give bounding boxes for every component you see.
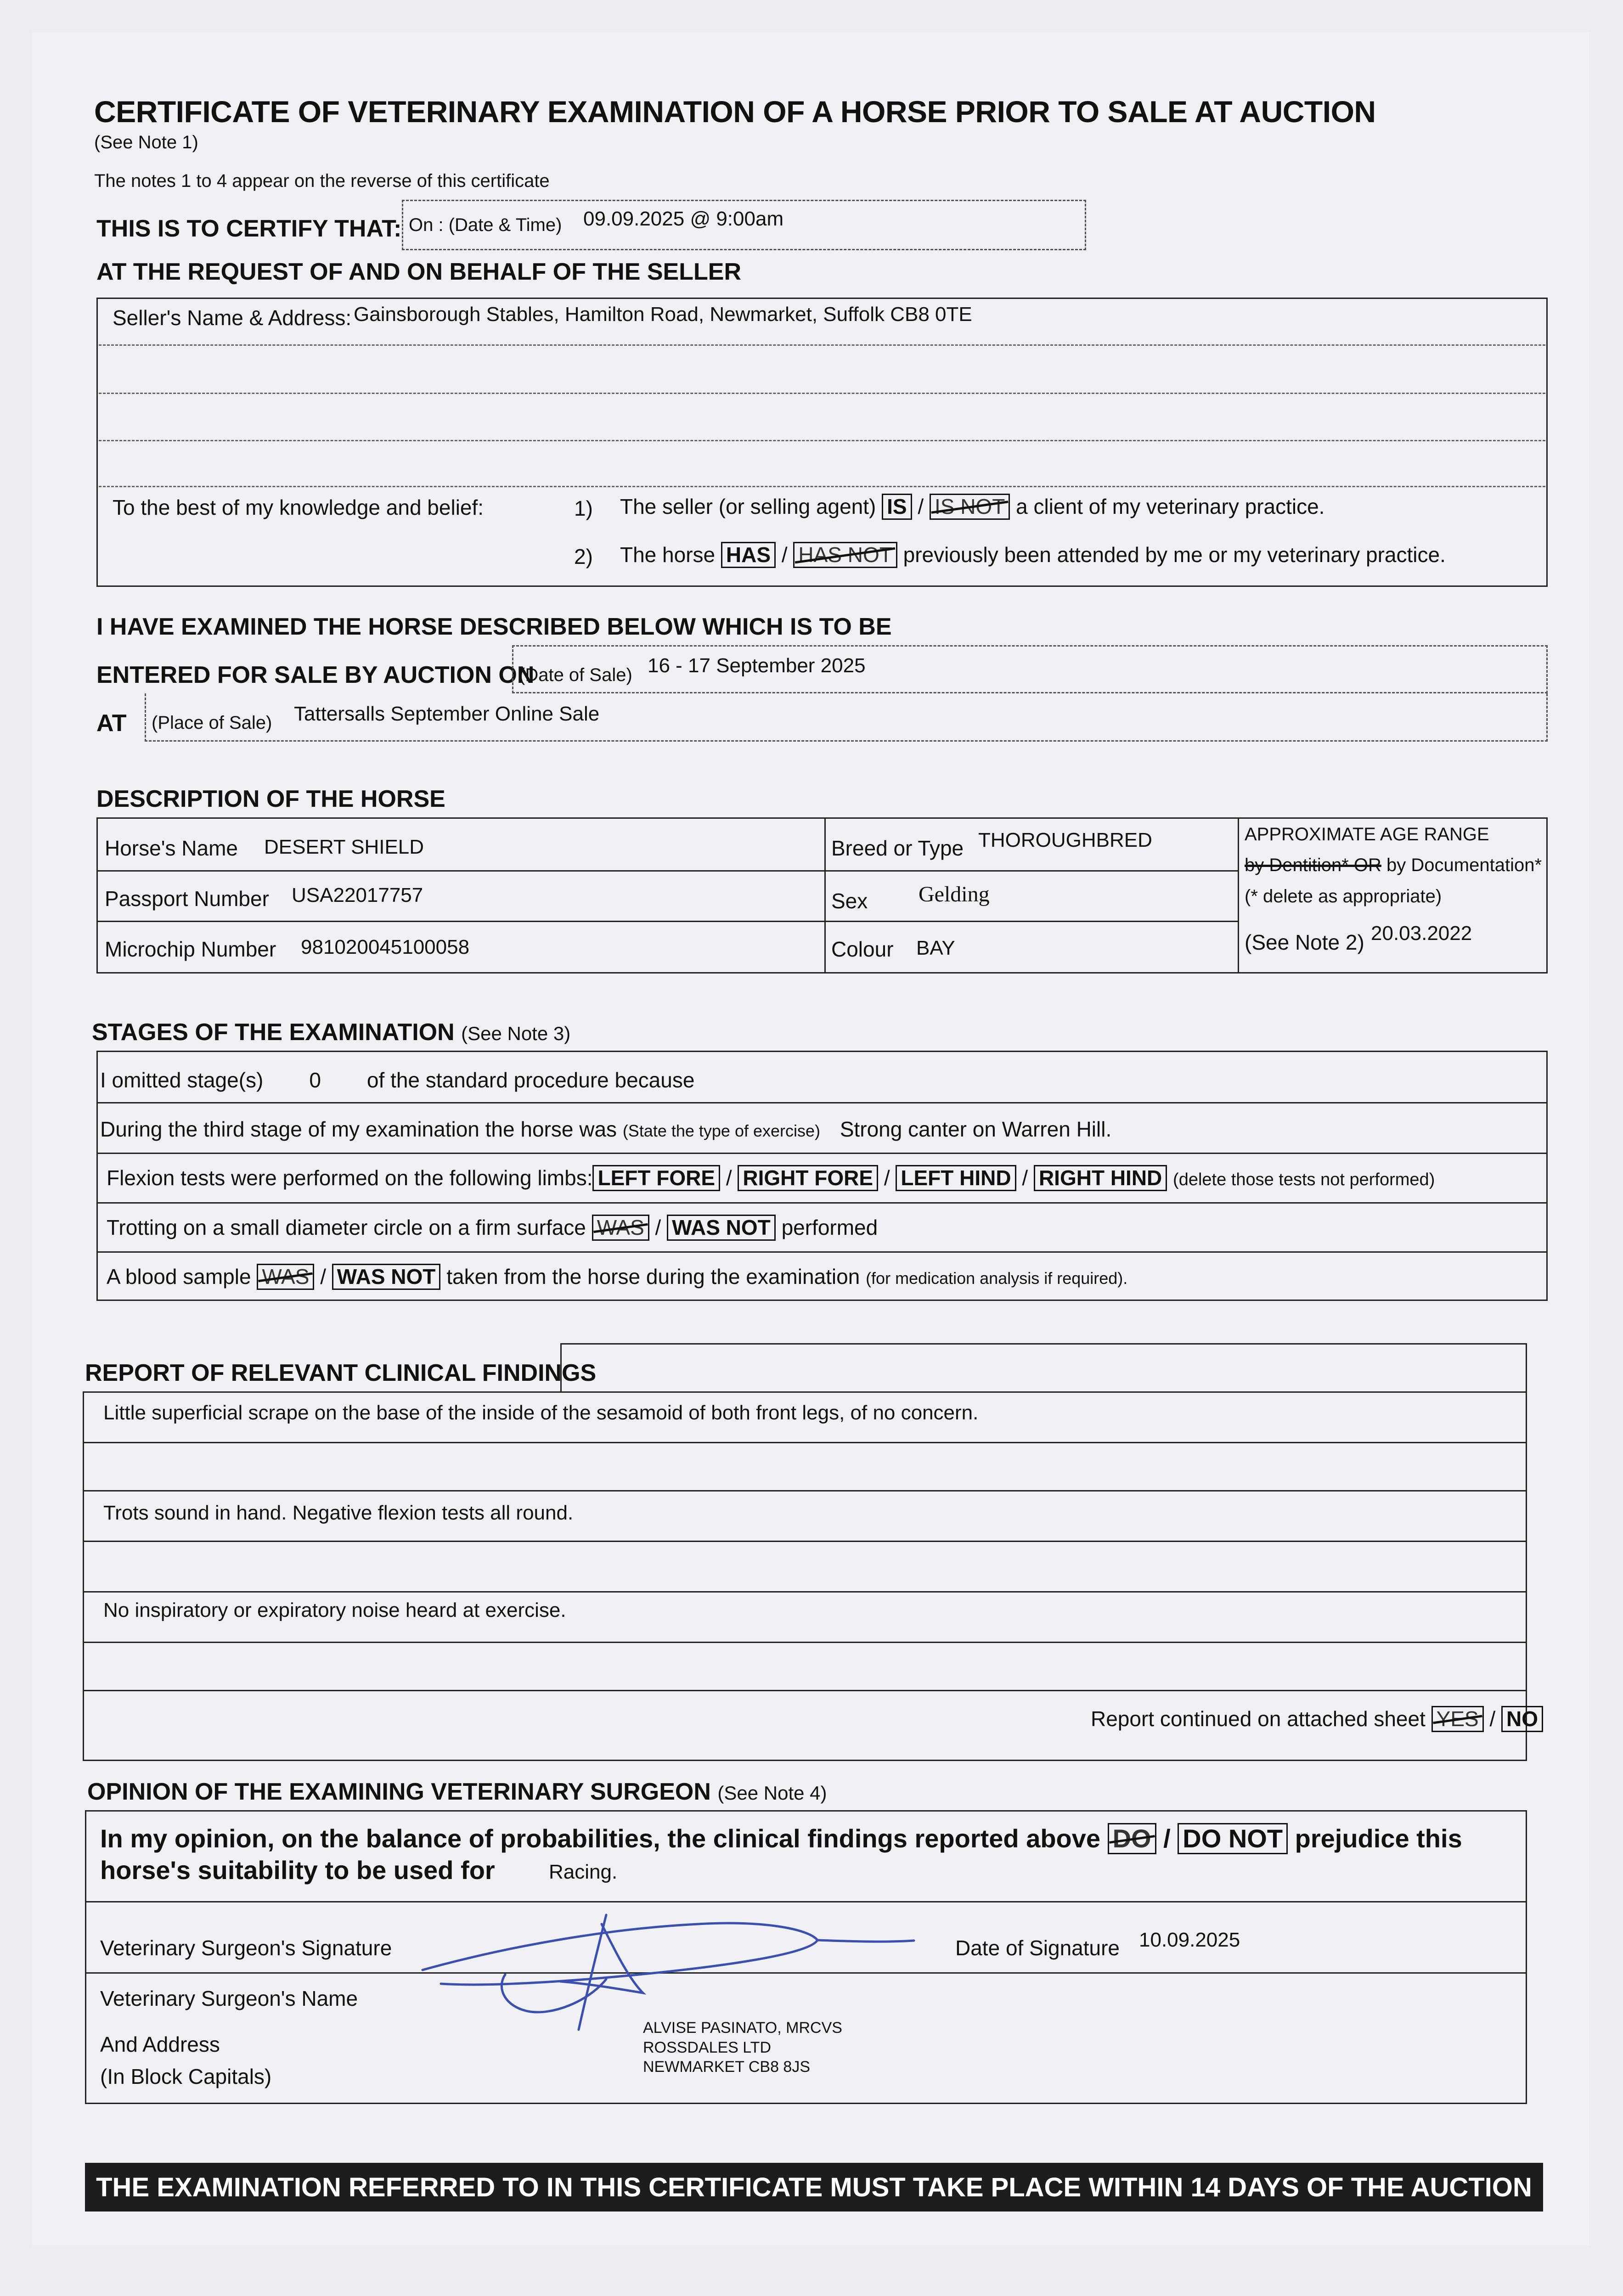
description-row-divider-2	[96, 921, 1238, 922]
passport-label: Passport Number	[105, 887, 269, 911]
stages-row-divider-4	[96, 1251, 1548, 1253]
flexion-pre: Flexion tests were performed on the following limbs:	[107, 1166, 593, 1190]
exam-date-label: On : (Date & Time)	[409, 215, 562, 235]
certify-heading: THIS IS TO CERTIFY THAT:	[96, 215, 402, 242]
trot-was-struck: WAS	[592, 1215, 649, 1241]
microchip-value: 981020045100058	[301, 936, 470, 958]
statement-1-post: a client of my veterinary practice.	[1016, 495, 1325, 518]
continued-yes-struck: YES	[1431, 1706, 1484, 1732]
breed-value: THOROUGHBRED	[978, 829, 1152, 851]
third-stage-row	[100, 1117, 1111, 1142]
breed-label: Breed or Type	[831, 836, 964, 860]
option-has: HAS	[721, 542, 776, 568]
continued-sep: /	[1489, 1707, 1496, 1731]
signature-date-label: Date of Signature	[955, 1936, 1120, 1960]
description-col-divider-1	[824, 817, 826, 974]
vet-stamp-name: ALVISE PASINATO, MRCVS	[643, 2019, 842, 2037]
see-note-1: (See Note 1)	[94, 132, 198, 152]
examined-heading: I HAVE EXAMINED THE HORSE DESCRIBED BELOW WHICH IS TO BE	[96, 613, 892, 640]
report-line-4	[83, 1591, 1527, 1593]
opinion-statement	[100, 1823, 1462, 1854]
limb-right-fore: RIGHT FORE	[738, 1165, 878, 1191]
description-col-divider-2	[1238, 817, 1239, 974]
opinion-text-3: horse's suitability to be used for	[100, 1856, 495, 1885]
blood-was-not: WAS NOT	[332, 1264, 441, 1290]
statement-2-number: 2)	[574, 545, 593, 568]
stages-heading-text: STAGES OF THE EXAMINATION	[92, 1019, 455, 1046]
seller-line-4	[99, 486, 1545, 487]
horse-name-label: Horse's Name	[105, 836, 238, 860]
opinion-heading	[87, 1778, 827, 1806]
opinion-do-struck: DO	[1108, 1823, 1156, 1854]
age-documentation: by Documentation*	[1386, 855, 1542, 875]
blood-sep: /	[320, 1265, 326, 1289]
third-stage-value: Strong canter on Warren Hill.	[840, 1117, 1112, 1141]
seller-label: Seller's Name & Address:	[113, 306, 352, 330]
statement-1-number: 1)	[574, 496, 593, 520]
blood-post: taken from the horse during the examination	[446, 1265, 860, 1289]
sale-place-value: Tattersalls September Online Sale	[294, 703, 600, 725]
option-has-not-struck: HAS NOT	[793, 542, 897, 568]
statement-2	[620, 542, 1446, 568]
opinion-use-value: Racing.	[549, 1861, 618, 1883]
statement-1-pre: The seller (or selling agent)	[620, 495, 876, 518]
flexion-sep-3: /	[1022, 1166, 1028, 1190]
third-stage-note: (State the type of exercise)	[622, 1121, 821, 1140]
age-method	[1245, 855, 1542, 876]
vet-stamp-company: ROSSDALES LTD	[643, 2038, 772, 2056]
stages-heading-note: (See Note 3)	[461, 1023, 571, 1044]
trot-post: performed	[781, 1216, 878, 1239]
report-line-1	[83, 1442, 1527, 1443]
notes-line: The notes 1 to 4 appear on the reverse of this certificate	[94, 171, 550, 191]
signature-date-value: 10.09.2025	[1139, 1929, 1240, 1951]
continued-no: NO	[1501, 1706, 1543, 1732]
report-finding-3: No inspiratory or expiratory noise heard at exercise.	[103, 1599, 566, 1621]
stages-row-divider-2	[96, 1153, 1548, 1154]
seller-line-1	[99, 344, 1545, 346]
omitted-stages-row	[100, 1068, 694, 1092]
option-is: IS	[882, 494, 912, 520]
option-is-not-struck: IS NOT	[930, 494, 1010, 520]
omitted-pre: I omitted stage(s)	[100, 1068, 264, 1092]
age-delete-note: (* delete as appropriate)	[1245, 886, 1442, 906]
opinion-do-not: DO NOT	[1178, 1823, 1288, 1854]
vet-caps-label: (In Block Capitals)	[100, 2065, 272, 2088]
trot-pre: Trotting on a small diameter circle on a firm surface	[107, 1216, 586, 1239]
report-line-5	[83, 1642, 1527, 1643]
report-line-2	[83, 1490, 1527, 1491]
omitted-post: of the standard procedure because	[366, 1068, 695, 1092]
trot-sep: /	[655, 1216, 661, 1239]
sale-date-label: (Date of Sale)	[519, 665, 632, 685]
trot-row	[107, 1215, 878, 1241]
blood-row	[107, 1264, 1127, 1290]
stages-row-divider-1	[96, 1102, 1548, 1103]
statement-1-separator: /	[918, 495, 924, 518]
report-finding-2: Trots sound in hand. Negative flexion tests all round.	[103, 1502, 574, 1524]
sale-date-value: 16 - 17 September 2025	[648, 654, 866, 677]
age-range-heading: APPROXIMATE AGE RANGE	[1245, 824, 1489, 844]
limb-left-fore: LEFT FORE	[592, 1165, 720, 1191]
opinion-heading-note: (See Note 4)	[717, 1782, 827, 1804]
statement-2-separator: /	[781, 543, 788, 567]
opinion-heading-text: OPINION OF THE EXAMINING VETERINARY SURGEON	[87, 1778, 711, 1805]
description-row-divider-1	[96, 870, 1238, 872]
certificate-title: CERTIFICATE OF VETERINARY EXAMINATION OF A HORSE PRIOR TO SALE AT AUCTION	[94, 95, 1376, 129]
opinion-sep: /	[1163, 1824, 1171, 1853]
colour-value: BAY	[916, 937, 955, 959]
passport-value: USA22017757	[292, 884, 423, 906]
age-see-note: (See Note 2)	[1245, 930, 1364, 954]
opinion-text-1: In my opinion, on the balance of probabilities, the clinical findings reported above	[100, 1824, 1101, 1853]
vet-address-label: And Address	[100, 2032, 220, 2056]
flexion-note: (delete those tests not performed)	[1173, 1170, 1435, 1189]
request-heading: AT THE REQUEST OF AND ON BEHALF OF THE SELLER	[96, 259, 741, 285]
statement-2-pre: The horse	[620, 543, 716, 567]
entered-heading: ENTERED FOR SALE BY AUCTION ON	[96, 662, 535, 688]
blood-note: (for medication analysis if required).	[866, 1269, 1128, 1288]
flexion-row	[107, 1165, 1435, 1191]
limb-left-hind: LEFT HIND	[896, 1165, 1016, 1191]
report-continued-label: Report continued on attached sheet	[1091, 1707, 1426, 1731]
sale-place-label: (Place of Sale)	[152, 713, 272, 733]
report-line-6	[83, 1690, 1527, 1691]
stages-row-divider-3	[96, 1202, 1548, 1204]
limb-right-hind: RIGHT HIND	[1034, 1165, 1167, 1191]
description-heading: DESCRIPTION OF THE HORSE	[96, 786, 445, 812]
exam-date-value: 09.09.2025 @ 9:00am	[583, 208, 784, 230]
sex-value: Gelding	[919, 882, 990, 906]
at-heading: AT	[96, 710, 127, 737]
omitted-value: 0	[309, 1068, 321, 1092]
vet-stamp	[643, 2018, 842, 2077]
trot-was-not: WAS NOT	[667, 1215, 776, 1241]
signature-label: Veterinary Surgeon's Signature	[100, 1936, 392, 1960]
belief-label: To the best of my knowledge and belief:	[113, 495, 484, 519]
colour-label: Colour	[831, 937, 894, 961]
age-dentition-struck: by Dentition* OR	[1245, 855, 1381, 875]
microchip-label: Microchip Number	[105, 937, 276, 961]
age-value: 20.03.2022	[1371, 922, 1472, 945]
seller-value: Gainsborough Stables, Hamilton Road, Newmarket, Suffolk CB8 0TE	[354, 303, 972, 326]
report-finding-1: Little superficial scrape on the base of the inside of the sesamoid of both front legs, of no concern.	[103, 1401, 979, 1424]
flexion-sep-2: /	[884, 1166, 890, 1190]
stages-heading	[92, 1019, 570, 1046]
seller-line-3	[99, 440, 1545, 441]
footer-banner: THE EXAMINATION REFERRED TO IN THIS CERTIFICATE MUST TAKE PLACE WITHIN 14 DAYS OF THE AUCTION	[85, 2163, 1543, 2212]
opinion-text-2: prejudice this	[1295, 1824, 1462, 1853]
third-stage-pre: During the third stage of my examination the horse was	[100, 1117, 617, 1141]
report-heading-box	[560, 1343, 1527, 1393]
horse-name-value: DESERT SHIELD	[264, 836, 424, 858]
blood-was-struck: WAS	[257, 1264, 314, 1290]
vet-stamp-address: NEWMARKET CB8 8JS	[643, 2058, 811, 2076]
statement-2-post: previously been attended by me or my veterinary practice.	[903, 543, 1446, 567]
sex-label: Sex	[831, 889, 868, 913]
blood-pre: A blood sample	[107, 1265, 251, 1289]
flexion-sep-1: /	[726, 1166, 732, 1190]
vet-name-label: Veterinary Surgeon's Name	[100, 1986, 358, 2010]
seller-line-2	[99, 393, 1545, 394]
report-line-3	[83, 1541, 1527, 1542]
statement-1	[620, 494, 1324, 520]
report-heading: REPORT OF RELEVANT CLINICAL FINDINGS	[85, 1360, 597, 1386]
report-continued-row	[1091, 1706, 1543, 1732]
